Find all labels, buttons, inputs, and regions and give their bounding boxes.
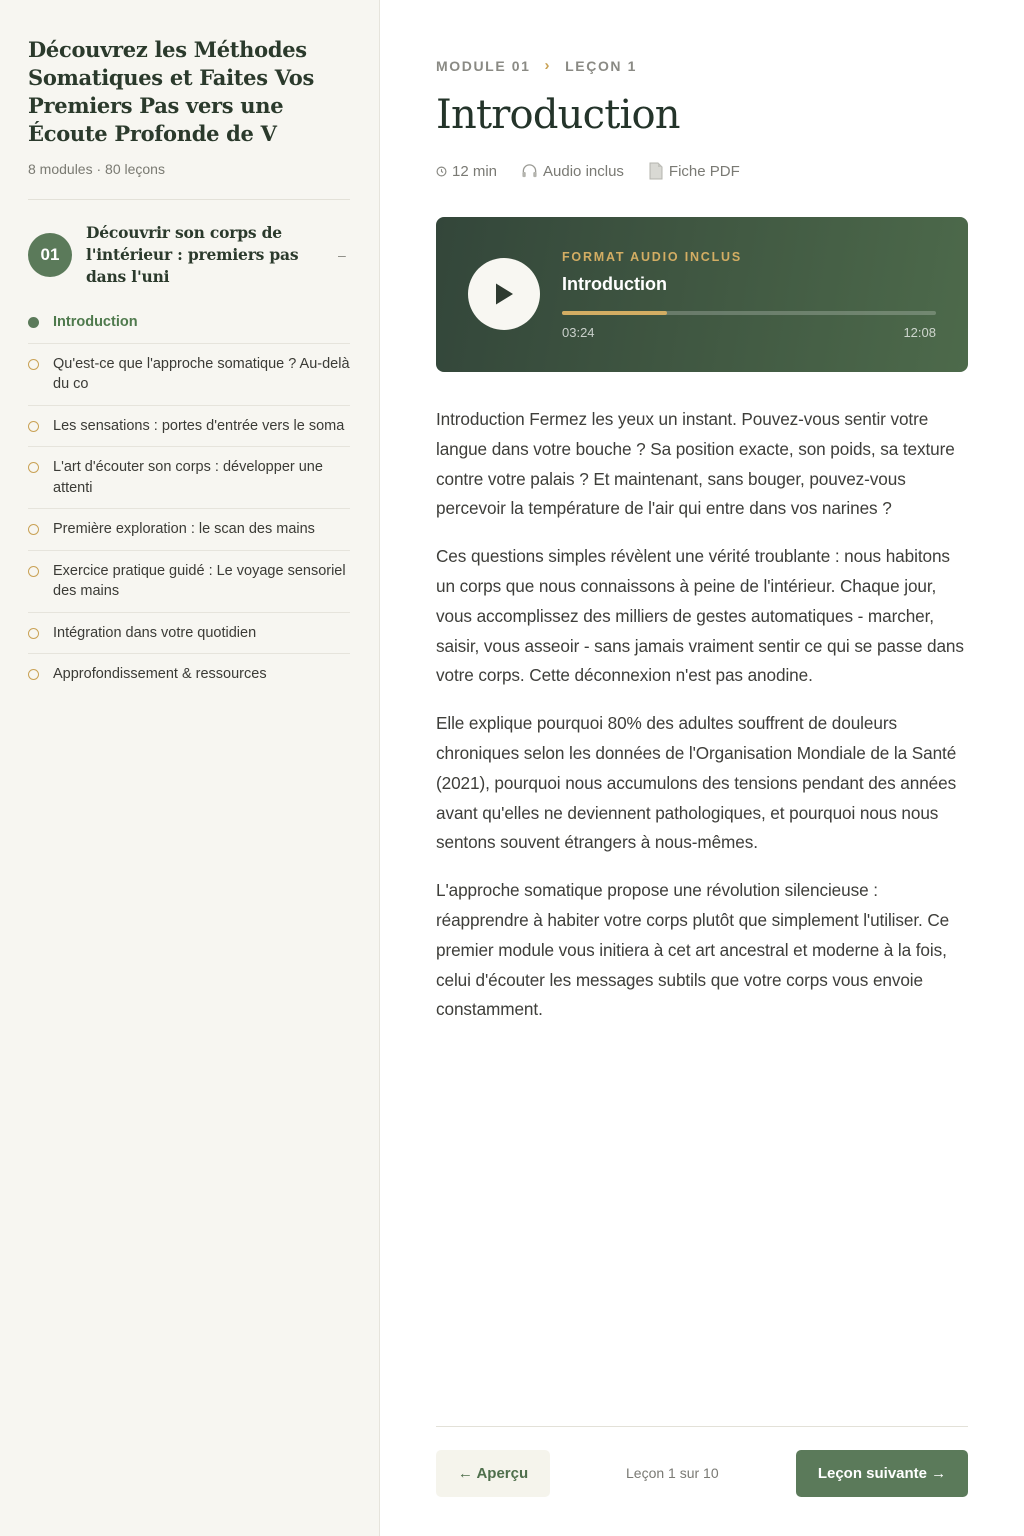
headphones-icon [521, 163, 538, 179]
pdf-text: Fiche PDF [668, 162, 740, 180]
content-paragraph: L'approche somatique propose une révolution silencieuse : réapprendre à habiter votre corps plutôt que simplement l'utiliser. Ce premier module vous initiera à cet art ancestral et moderne à la fois, celui d'écouter les messages subtils que votre corps vous envoie constamment. [436, 880, 950, 1020]
sidebar-lesson-item[interactable] [28, 302, 350, 344]
audio-progress-bar[interactable] [562, 311, 936, 315]
lesson-meta [436, 162, 764, 180]
pdf-meta[interactable] [648, 162, 740, 180]
lesson-label: Première exploration : le scan des mains [53, 521, 315, 537]
next-lesson-button[interactable]: Leçon suivante → [796, 1450, 968, 1497]
lesson-dot-icon [28, 628, 39, 639]
duration-text: 12 min [452, 162, 498, 180]
module-header[interactable] [28, 222, 350, 288]
audio-text: Audio inclus [543, 162, 624, 180]
sidebar-lesson-item[interactable] [28, 654, 350, 695]
sidebar-lesson-item[interactable] [28, 406, 350, 448]
breadcrumb-module[interactable]: MODULE 01 [436, 57, 531, 74]
sidebar-lesson-item[interactable] [28, 344, 350, 406]
lesson-dot-icon [28, 669, 39, 680]
lesson-label: Intégration dans votre quotidien [53, 624, 257, 641]
duration-meta [436, 163, 497, 180]
audio-meta [521, 163, 624, 180]
lesson-label: Qu'est-ce que l'approche somatique ? Au-delà du co [53, 355, 350, 392]
course-title: Découvrez les Méthodes Somatiques et Faites Vos Premiers Pas vers une Écoute Profonde de V [28, 37, 315, 146]
lesson-main [436, 0, 968, 1536]
lesson-label: Approfondissement & ressources [53, 666, 267, 682]
play-button[interactable] [468, 258, 540, 330]
module-title: Découvrir son corps de l'intérieur : premiers pas dans l'uni [86, 223, 299, 286]
audio-progress-fill [562, 311, 667, 315]
audio-format-label: FORMAT AUDIO INCLUS [562, 250, 743, 264]
lesson-dot-icon [28, 421, 39, 432]
lesson-dot-icon [28, 462, 39, 473]
lesson-dot-icon [28, 524, 39, 535]
document-icon [648, 162, 664, 180]
lesson-label: Les sensations : portes d'entrée vers le soma [53, 417, 345, 434]
sidebar-lesson-item[interactable] [28, 509, 350, 551]
sidebar-lesson-item[interactable] [28, 551, 350, 613]
lesson-label: Exercice pratique guidé : Le voyage sensoriel des mains [53, 562, 346, 599]
breadcrumb [436, 57, 637, 74]
audio-title: Introduction [562, 274, 667, 294]
previous-button[interactable]: ← Aperçu [436, 1450, 550, 1497]
lesson-counter: Leçon 1 sur 10 [626, 1465, 719, 1481]
active-lesson-dot-icon [28, 317, 39, 328]
content-paragraph: Elle explique pourquoi 80% des adultes souffrent de douleurs chroniques selon les données de l'Organisation Mondiale de la Santé (2021), pourquoi nous accumulons des tensions pendant des années avant qu'elles ne deviennent pathologiques, et pourquoi nous nous sentons souvent étrangers à nous-mêmes. [436, 713, 957, 853]
lesson-label: L'art d'écouter son corps : développer une attenti [53, 459, 323, 496]
module-number-badge: 01 [28, 233, 72, 277]
sidebar-lesson-item[interactable] [28, 447, 350, 509]
clock-icon [436, 166, 447, 177]
collapse-toggle-icon[interactable]: – [338, 247, 346, 263]
audio-player [436, 217, 968, 372]
lesson-dot-icon [28, 566, 39, 577]
lesson-label: Introduction [53, 314, 138, 330]
sidebar [0, 0, 380, 1536]
total-time: 12:08 [903, 325, 936, 340]
lesson-dot-icon [28, 359, 39, 370]
lesson-list [28, 302, 350, 695]
page-title: Introduction [436, 92, 680, 138]
course-meta: 8 modules · 80 leçons [28, 161, 350, 200]
lesson-footer [436, 1426, 968, 1482]
current-time: 03:24 [562, 325, 595, 340]
content-paragraph: Ces questions simples révèlent une vérité troublante : nous habitons un corps que nous connaissons à peine de l'intérieur. Chaque jour, vous accomplissez des milliers de gestes automatiques - marcher, saisir, vous asseoir - sans jamais vraiment sentir ce qui se passe dans votre corps. Cette déconnexion n'est pas anodine. [436, 546, 964, 686]
chevron-right-icon: › [544, 57, 552, 74]
content-paragraph: Introduction Fermez les yeux un instant. Pouvez-vous sentir votre langue dans votre bouche ? Sa position exacte, son poids, sa texture contre votre palais ? Et maintenant, sans bouger, pouvez-vous percevoir la température de l'air qui entre dans vos narines ? [436, 409, 955, 519]
breadcrumb-lesson: LEÇON 1 [565, 57, 638, 74]
lesson-content [436, 405, 968, 1043]
play-icon [493, 282, 515, 306]
sidebar-lesson-item[interactable] [28, 613, 350, 655]
